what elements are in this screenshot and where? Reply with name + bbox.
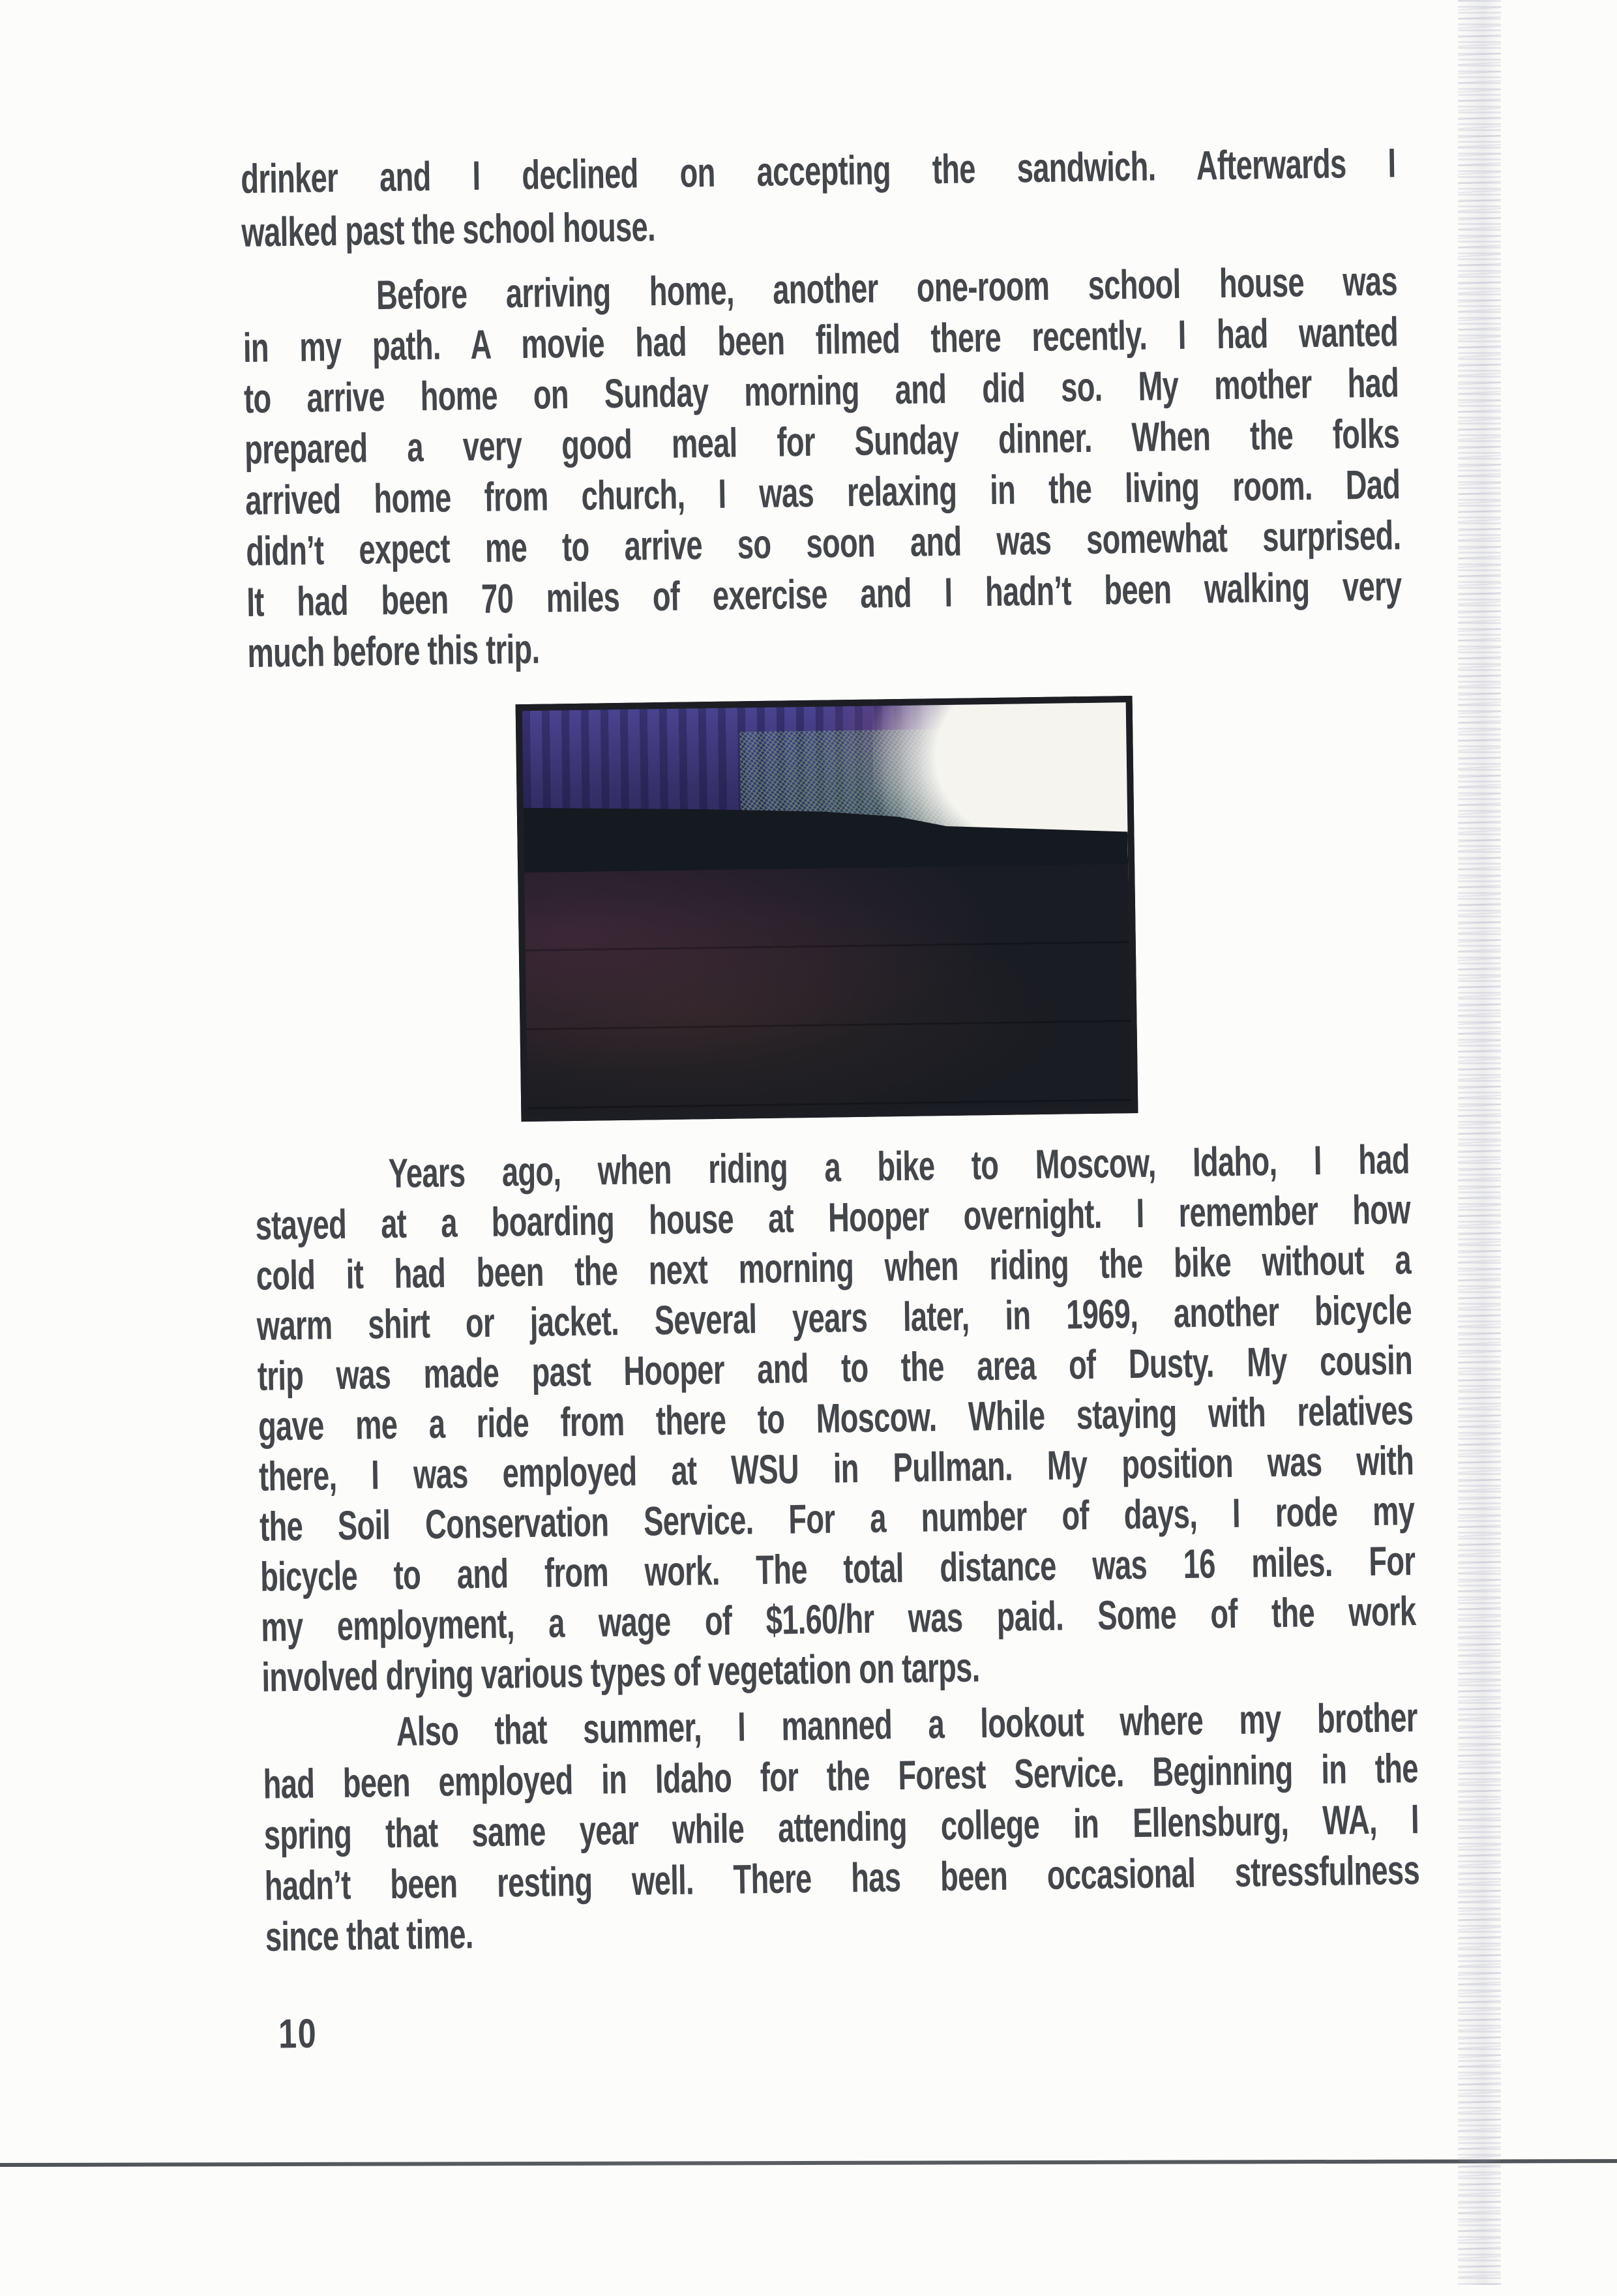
text-line: much before this trip.: [246, 626, 540, 676]
text-line: spring that same year while attending college in Ellensburg, WA, I: [263, 1797, 1419, 1858]
text-line: didn’t expect me to arrive so soon and was somewhat surprised.: [245, 513, 1401, 574]
text-line: Years ago, when riding a bike to Moscow, Idaho, I had: [388, 1137, 1410, 1197]
paragraph: [241, 136, 1397, 260]
text-line: hadn’t been resting well. There has been occasional stressfulness: [264, 1847, 1420, 1909]
text-line: stayed at a boarding house at Hooper overnight. I remember how: [255, 1187, 1411, 1249]
text-line: prepared a very good meal for Sunday dinner. When the folks: [244, 411, 1400, 473]
text-line: drinker and I declined on accepting the sandwich. Afterwards I: [240, 140, 1396, 203]
text-line: trip was made past Hooper and to the area of Dusty. My cousin: [257, 1337, 1413, 1399]
text-line: gave me a ride from there to Moscow. While staying with relatives: [258, 1388, 1414, 1450]
text-line: in my path. A movie had been filmed there recently. I had wanted: [243, 309, 1399, 371]
scan-streak-artifact: [1458, 0, 1501, 2285]
paragraph: [254, 1135, 1417, 1703]
text-line: It had been 70 miles of exercise and I hadn’t been walking very: [246, 563, 1402, 625]
text-line: cold it had been the next morning when riding the bike without a: [256, 1237, 1412, 1299]
text-line: Also that summer, I manned a lookout where my brother: [396, 1695, 1418, 1755]
text-line: my employment, a wage of $1.60/hr was paid. Some of the work: [260, 1588, 1416, 1650]
text-line: arrived home from church, I was relaxing in the living room. Dad: [245, 462, 1401, 524]
text-line: walked past the school house.: [241, 204, 656, 256]
text-line: there, I was employed at WSU in Pullman. My position was with: [258, 1438, 1414, 1500]
text-line: involved drying various types of vegetation on tarps.: [261, 1645, 980, 1701]
text-line: had been employed in Idaho for the Forest Service. Beginning in the: [263, 1746, 1419, 1808]
landscape-photo: [516, 696, 1138, 1122]
text-line: the Soil Conservation Service. For a number of days, I rode my: [259, 1488, 1415, 1550]
photo-foreground: [524, 864, 1131, 1115]
text-line: to arrive home on Sunday morning and did so. My mother had: [243, 360, 1399, 422]
paragraph: [262, 1692, 1420, 1963]
text-line: since that time.: [265, 1911, 474, 1960]
text-line: Before arriving home, another one-room school house was: [376, 258, 1398, 319]
paragraph: [242, 256, 1402, 679]
text-line: bicycle to and from work. The total distance was 16 miles. For: [260, 1538, 1416, 1600]
text-line: warm shirt or jacket. Several years later, in 1969, another bicycle: [256, 1287, 1412, 1349]
page-number: 10: [278, 2010, 318, 2057]
